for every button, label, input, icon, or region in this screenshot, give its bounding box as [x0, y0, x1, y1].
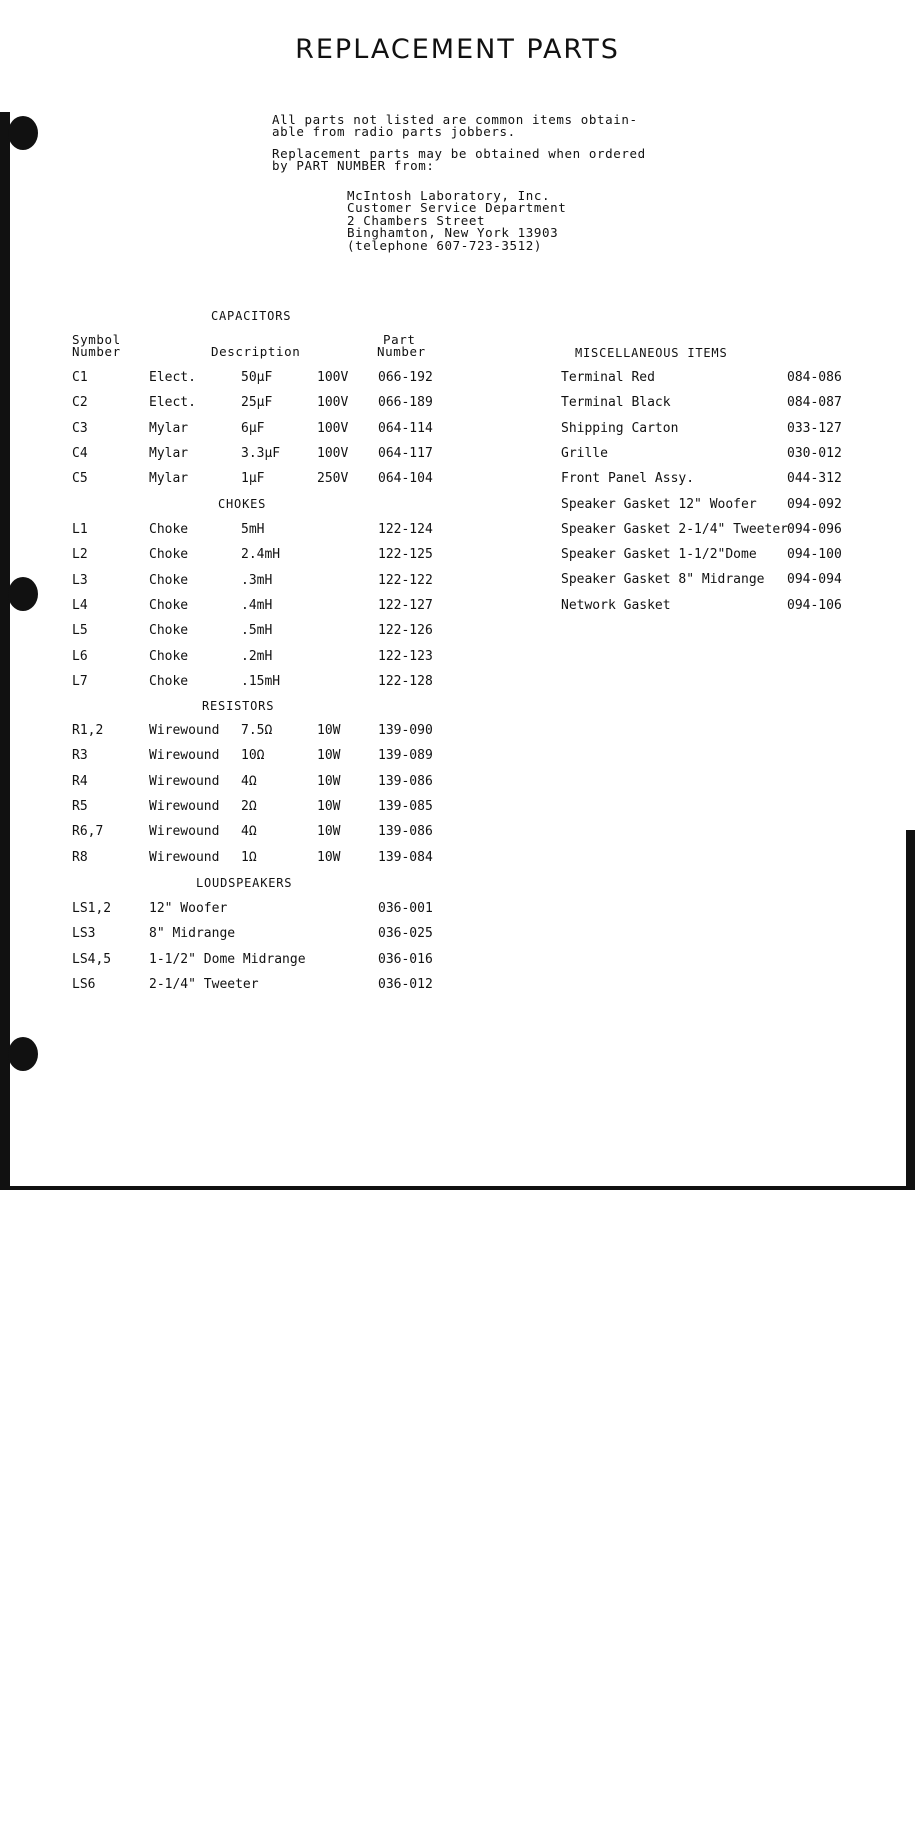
type-cell: Wirewound	[149, 849, 220, 865]
part-number-cell: 036-012	[378, 976, 433, 992]
symbol-cell: C5	[72, 471, 88, 487]
part-number-cell: 094-096	[787, 521, 842, 537]
symbol-cell: R5	[72, 798, 88, 814]
value-cell: .3mH	[241, 572, 273, 588]
item-name: Terminal Black	[561, 395, 671, 411]
type-cell: Choke	[149, 522, 189, 537]
type-cell: Choke	[149, 572, 189, 588]
section-title-misc: MISCELLANEOUS ITEMS	[575, 346, 728, 360]
type-cell: Choke	[149, 623, 189, 639]
rating-cell: 100V	[317, 445, 349, 461]
intro-line: Replacement parts may be obtained when ordered	[272, 146, 646, 161]
rating-cell: 100V	[317, 420, 349, 436]
part-number-cell: 033-127	[787, 420, 842, 436]
header-line: Symbol	[72, 332, 121, 347]
type-cell: Elect.	[149, 395, 196, 411]
part-number-cell: 084-087	[787, 395, 842, 411]
part-number-cell: 036-016	[378, 951, 433, 967]
symbol-cell: LS1,2	[72, 901, 112, 916]
address-line: Binghamton, New York 13903	[347, 225, 559, 241]
value-cell: 6µF	[241, 420, 265, 436]
table-row	[72, 547, 472, 567]
table-row	[72, 421, 472, 441]
symbol-cell: C1	[72, 370, 88, 385]
description-cell: 2-1/4" Tweeter	[149, 976, 259, 992]
symbol-number-header	[72, 334, 121, 358]
type-cell: Wirewound	[149, 748, 220, 764]
rating-cell: 10W	[317, 798, 341, 814]
symbol-cell: L3	[72, 572, 88, 588]
list-item	[561, 421, 901, 441]
table-row	[72, 774, 472, 794]
part-number-cell: 094-100	[787, 547, 842, 563]
list-item	[561, 446, 901, 466]
value-cell: 50µF	[241, 370, 273, 385]
rating-cell: 100V	[317, 395, 349, 411]
value-cell: 25µF	[241, 395, 273, 411]
rating-cell: 10W	[317, 748, 341, 764]
symbol-cell: LS4,5	[72, 951, 112, 967]
table-row	[72, 723, 472, 743]
part-number-cell: 139-086	[378, 773, 433, 789]
type-cell: Wirewound	[149, 824, 220, 840]
value-cell: 1Ω	[241, 849, 257, 865]
symbol-cell: LS6	[72, 976, 96, 992]
table-row	[72, 952, 472, 972]
type-cell: Wirewound	[149, 723, 220, 738]
symbol-cell: L4	[72, 597, 88, 613]
type-cell: Choke	[149, 597, 189, 613]
part-number-cell: 139-085	[378, 798, 433, 814]
table-row	[72, 824, 472, 844]
item-name: Front Panel Assy.	[561, 471, 695, 487]
part-number-cell: 064-114	[378, 420, 433, 436]
type-cell: Wirewound	[149, 798, 220, 814]
table-row	[72, 471, 472, 491]
item-name: Speaker Gasket 8" Midrange	[561, 572, 765, 588]
part-number-cell: 122-128	[378, 673, 433, 689]
symbol-cell: R1,2	[72, 723, 104, 738]
punch-hole	[8, 577, 38, 611]
header-line: Part	[383, 332, 416, 347]
section-title-loudspeakers: LOUDSPEAKERS	[196, 876, 293, 890]
table-row	[72, 446, 472, 466]
rating-cell: 10W	[317, 773, 341, 789]
type-cell: Choke	[149, 547, 189, 563]
list-item	[561, 370, 901, 390]
list-item	[561, 598, 901, 618]
part-number-cell: 094-106	[787, 597, 842, 613]
part-number-cell: 122-125	[378, 547, 433, 563]
value-cell: .5mH	[241, 623, 273, 639]
value-cell: 5mH	[241, 522, 265, 537]
symbol-cell: R6,7	[72, 824, 104, 840]
value-cell: 2Ω	[241, 798, 257, 814]
part-number-cell: 030-012	[787, 445, 842, 461]
page-left-edge	[0, 112, 10, 1190]
list-item	[561, 547, 901, 567]
description-cell: 12" Woofer	[149, 901, 228, 916]
symbol-cell: L2	[72, 547, 88, 563]
section-title-capacitors: CAPACITORS	[211, 309, 292, 323]
header-line: Number	[72, 344, 121, 359]
intro-note	[272, 114, 646, 138]
part-number-cell: 094-094	[787, 572, 842, 588]
punch-hole	[8, 116, 38, 150]
part-number-cell: 064-104	[378, 471, 433, 487]
list-item	[561, 395, 901, 415]
value-cell: 10Ω	[241, 748, 265, 764]
list-item	[561, 572, 901, 592]
value-cell: 2.4mH	[241, 547, 281, 563]
table-row	[72, 674, 472, 694]
item-name: Terminal Red	[561, 370, 655, 385]
table-row	[72, 850, 472, 870]
section-title-resistors: RESISTORS	[202, 699, 275, 713]
part-number-cell: 066-192	[378, 370, 433, 385]
part-number-cell: 044-312	[787, 471, 842, 487]
part-number-cell: 036-001	[378, 901, 433, 916]
part-number-cell: 139-089	[378, 748, 433, 764]
part-number-cell: 122-127	[378, 597, 433, 613]
item-name: Speaker Gasket 1-1/2"Dome	[561, 547, 757, 563]
value-cell: 4Ω	[241, 773, 257, 789]
part-number-cell: 084-086	[787, 370, 842, 385]
ordering-note	[272, 148, 646, 172]
rating-cell: 10W	[317, 824, 341, 840]
address-line: 2 Chambers Street	[347, 212, 486, 228]
table-row	[72, 598, 472, 618]
item-name: Speaker Gasket 2-1/4" Tweeter	[561, 521, 788, 537]
address-line: Customer Service Department	[347, 200, 567, 216]
type-cell: Choke	[149, 673, 189, 689]
type-cell: Mylar	[149, 420, 189, 436]
symbol-cell: R8	[72, 849, 88, 865]
item-name: Grille	[561, 445, 608, 461]
table-row	[72, 649, 472, 669]
table-row	[72, 573, 472, 593]
value-cell: 1µF	[241, 471, 265, 487]
intro-line: able from radio parts jobbers.	[272, 124, 516, 139]
table-row	[72, 623, 472, 643]
intro-line: by PART NUMBER from:	[272, 158, 435, 173]
page-right-edge	[906, 830, 915, 1188]
type-cell: Elect.	[149, 370, 196, 385]
type-cell: Mylar	[149, 471, 189, 487]
type-cell: Mylar	[149, 445, 189, 461]
list-item	[561, 471, 901, 491]
part-number-cell: 066-189	[378, 395, 433, 411]
table-row	[72, 370, 472, 390]
part-number-cell: 139-086	[378, 824, 433, 840]
table-row	[72, 977, 472, 997]
type-cell: Wirewound	[149, 773, 220, 789]
symbol-cell: C4	[72, 445, 88, 461]
intro-text	[272, 114, 646, 182]
part-number-cell: 139-084	[378, 849, 433, 865]
description-cell: 8" Midrange	[149, 926, 236, 942]
part-number-header	[377, 334, 426, 358]
part-number-cell: 036-025	[378, 926, 433, 942]
description-cell: 1-1/2" Dome Midrange	[149, 951, 306, 967]
value-cell: 4Ω	[241, 824, 257, 840]
table-row	[72, 799, 472, 819]
table-row	[72, 395, 472, 415]
symbol-cell: L7	[72, 673, 88, 689]
type-cell: Choke	[149, 648, 189, 664]
punch-hole	[8, 1037, 38, 1071]
rating-cell: 100V	[317, 370, 349, 385]
value-cell: .15mH	[241, 673, 281, 689]
rating-cell: 10W	[317, 849, 341, 865]
part-number-cell: 122-122	[378, 572, 433, 588]
part-number-cell: 064-117	[378, 445, 433, 461]
table-row	[72, 901, 472, 921]
description-header: Description	[211, 344, 301, 359]
item-name: Shipping Carton	[561, 420, 679, 436]
symbol-cell: C3	[72, 420, 88, 436]
section-title-chokes: CHOKES	[218, 497, 267, 511]
part-number-cell: 122-126	[378, 623, 433, 639]
table-row	[72, 926, 472, 946]
symbol-cell: R4	[72, 773, 88, 789]
item-name: Network Gasket	[561, 597, 671, 613]
symbol-cell: L6	[72, 648, 88, 664]
address-line: (telephone 607-723-3512)	[347, 237, 543, 253]
rating-cell: 10W	[317, 723, 341, 738]
part-number-cell: 094-092	[787, 496, 842, 512]
header-line: Number	[377, 344, 426, 359]
table-row	[72, 522, 472, 542]
list-item	[561, 497, 901, 517]
address-block	[347, 190, 566, 252]
symbol-cell: R3	[72, 748, 88, 764]
part-number-cell: 122-123	[378, 648, 433, 664]
part-number-cell: 139-090	[378, 723, 433, 738]
address-line: McIntosh Laboratory, Inc.	[347, 188, 551, 203]
page-title: REPLACEMENT PARTS	[295, 34, 620, 65]
symbol-cell: L1	[72, 522, 88, 537]
symbol-cell: C2	[72, 395, 88, 411]
value-cell: 3.3µF	[241, 445, 281, 461]
symbol-cell: LS3	[72, 926, 96, 942]
table-row	[72, 748, 472, 768]
value-cell: .4mH	[241, 597, 273, 613]
part-number-cell: 122-124	[378, 522, 433, 537]
list-item	[561, 522, 901, 542]
value-cell: 7.5Ω	[241, 723, 273, 738]
page-bottom-edge	[0, 1186, 915, 1190]
item-name: Speaker Gasket 12" Woofer	[561, 496, 757, 512]
value-cell: .2mH	[241, 648, 273, 664]
rating-cell: 250V	[317, 471, 349, 487]
symbol-cell: L5	[72, 623, 88, 639]
intro-line: All parts not listed are common items obtain-	[272, 112, 638, 127]
